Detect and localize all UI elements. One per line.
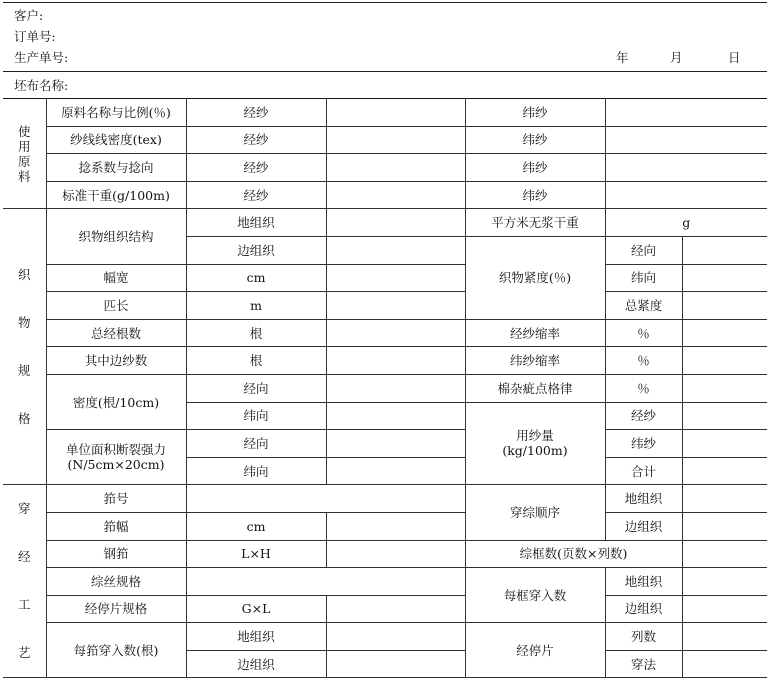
warp-shrink-label: 经纱缩率 (465, 319, 605, 347)
width-unit: cm (186, 264, 326, 292)
table-row (3, 99, 767, 127)
table-row (3, 126, 767, 154)
defect-cell[interactable] (682, 374, 767, 402)
weft-label: 纬纱 (465, 154, 605, 182)
table-row (3, 264, 767, 292)
section-fabric-spec: 织 物 规 格 (3, 209, 46, 485)
density-weft-cell[interactable] (326, 402, 465, 430)
tightness-warp-cell[interactable] (682, 236, 767, 264)
dropper-threading-cell[interactable] (682, 650, 767, 678)
usage-weft-label: 纬纱 (605, 430, 682, 458)
table-row (3, 623, 767, 651)
heald-frames-label: 综框数(页数×列数) (465, 540, 682, 568)
warp-shrink-unit: ％ (605, 319, 682, 347)
length-label: 匹长 (46, 292, 186, 320)
edge-ends-cell[interactable] (326, 347, 465, 375)
top-rule (3, 2, 767, 3)
customer-label: 客户: (14, 8, 44, 23)
date-year: 年 (616, 50, 629, 65)
weft-shrink-unit: ％ (605, 347, 682, 375)
total-ends-unit: 根 (186, 319, 326, 347)
drawing-edge-cell[interactable] (682, 512, 767, 540)
usage-warp-label: 经纱 (605, 402, 682, 430)
density-label: 纱线线密度(tex) (46, 126, 186, 154)
usage-warp-cell[interactable] (682, 402, 767, 430)
dropper-spec-unit: G×L (186, 595, 326, 623)
steel-reed-cell[interactable] (326, 540, 465, 568)
warp-dry-weight-cell[interactable] (326, 181, 465, 209)
dry-weight-label: 标准干重(g/100m) (46, 181, 186, 209)
heald-spec-cell[interactable] (186, 568, 465, 596)
header-rule (3, 71, 767, 72)
table-row (3, 485, 767, 513)
warp-label: 经纱 (186, 126, 326, 154)
table-row (3, 568, 767, 596)
defect-unit: ％ (605, 374, 682, 402)
yarn-usage-label: 用纱量 (kg/100m) (465, 402, 605, 485)
per-dent-edge-label: 边组织 (186, 650, 326, 678)
per-dent-edge-cell[interactable] (326, 650, 465, 678)
table-row (3, 181, 767, 209)
edge-weave-cell[interactable] (326, 236, 465, 264)
reed-no-cell[interactable] (186, 485, 465, 513)
edge-ends-label: 其中边纱数 (46, 347, 186, 375)
drawing-order-label: 穿综顺序 (465, 485, 605, 540)
warp-density-cell[interactable] (326, 126, 465, 154)
dropper-spec-label: 经停片规格 (46, 595, 186, 623)
drawing-edge-label: 边组织 (605, 512, 682, 540)
usage-total-cell[interactable] (682, 457, 767, 485)
per-dent-ground-label: 地组织 (186, 623, 326, 651)
steel-reed-label: 钢筘 (46, 540, 186, 568)
strength-weft-label: 纬向 (186, 457, 326, 485)
warp-label: 经纱 (186, 154, 326, 182)
date-day: 日 (728, 50, 741, 65)
weft-ratio-cell[interactable] (605, 99, 767, 127)
strength-warp-label: 经向 (186, 430, 326, 458)
section-raw-material: 使 用 原 料 (3, 99, 46, 209)
table-row (3, 319, 767, 347)
usage-total-label: 合计 (605, 457, 682, 485)
table-row (3, 595, 767, 623)
fabric-name-label: 坯布名称: (14, 78, 69, 93)
sqm-weight-unit: g (605, 209, 767, 237)
width-label: 幅宽 (46, 264, 186, 292)
density-warp-label: 经向 (186, 374, 326, 402)
length-unit: m (186, 292, 326, 320)
total-ends-label: 总经根数 (46, 319, 186, 347)
per-frame-label: 每框穿入数 (465, 568, 605, 623)
warp-twist-cell[interactable] (326, 154, 465, 182)
density-weft-label: 纬向 (186, 402, 326, 430)
edge-weave-label: 边组织 (186, 236, 326, 264)
reed-width-label: 筘幅 (46, 512, 186, 540)
per-frame-ground-cell[interactable] (682, 568, 767, 596)
per-frame-ground-label: 地组织 (605, 568, 682, 596)
tightness-label: 织物紧度(％) (465, 236, 605, 319)
defect-label: 棉杂疵点格律 (465, 374, 605, 402)
production-number-label: 生产单号: (14, 50, 69, 65)
drawing-ground-cell[interactable] (682, 485, 767, 513)
weft-label: 纬纱 (465, 181, 605, 209)
table-row (3, 154, 767, 182)
strength-weft-cell[interactable] (326, 457, 465, 485)
structure-label: 织物组织结构 (46, 209, 186, 264)
strength-warp-cell[interactable] (326, 430, 465, 458)
weft-density-cell[interactable] (605, 126, 767, 154)
sqm-weight-label: 平方米无浆干重 (465, 209, 605, 237)
total-tightness-cell[interactable] (682, 292, 767, 320)
reed-width-unit: cm (186, 512, 326, 540)
per-frame-edge-label: 边组织 (605, 595, 682, 623)
weft-twist-cell[interactable] (605, 154, 767, 182)
table-row (3, 292, 767, 320)
table-row (3, 540, 767, 568)
dropper-columns-label: 列数 (605, 623, 682, 651)
tightness-warp-label: 经向 (605, 236, 682, 264)
ground-weave-cell[interactable] (326, 209, 465, 237)
ratio-label: 原料名称与比例(％) (46, 99, 186, 127)
dropper-columns-cell[interactable] (682, 623, 767, 651)
strength-label: 单位面积断裂强力 (N/5cm×20cm) (46, 430, 186, 485)
table-row (3, 374, 767, 402)
date-month: 月 (670, 50, 683, 65)
per-dent-ground-cell[interactable] (326, 623, 465, 651)
table-row (3, 512, 767, 540)
spec-table (3, 98, 767, 678)
edge-ends-unit: 根 (186, 347, 326, 375)
per-frame-edge-cell[interactable] (682, 595, 767, 623)
warp-ratio-cell[interactable] (326, 99, 465, 127)
dropper-threading-label: 穿法 (605, 650, 682, 678)
length-cell[interactable] (326, 292, 465, 320)
order-number-label: 订单号: (14, 29, 56, 44)
tightness-weft-label: 纬向 (605, 264, 682, 292)
per-dent-label: 每筘穿入数(根) (46, 623, 186, 678)
table-row (3, 347, 767, 375)
weft-dry-weight-cell[interactable] (605, 181, 767, 209)
drawing-ground-label: 地组织 (605, 485, 682, 513)
warp-shrink-cell[interactable] (682, 319, 767, 347)
tightness-weft-cell[interactable] (682, 264, 767, 292)
dropper-spec-cell[interactable] (326, 595, 465, 623)
twist-label: 捻系数与捻向 (46, 154, 186, 182)
ground-weave-label: 地组织 (186, 209, 326, 237)
density-warp-cell[interactable] (326, 374, 465, 402)
warp-label: 经纱 (186, 99, 326, 127)
reed-width-cell[interactable] (326, 512, 465, 540)
dropper-label: 经停片 (465, 623, 605, 678)
table-row (3, 209, 767, 237)
weft-label: 纬纱 (465, 99, 605, 127)
reed-no-label: 筘号 (46, 485, 186, 513)
total-ends-cell[interactable] (326, 319, 465, 347)
density-label: 密度(根/10cm) (46, 374, 186, 429)
steel-reed-unit: L×H (186, 540, 326, 568)
total-tightness-label: 总紧度 (605, 292, 682, 320)
section-warping: 穿 经 工 艺 (3, 485, 46, 678)
weft-shrink-cell[interactable] (682, 347, 767, 375)
weft-shrink-label: 纬纱缩率 (465, 347, 605, 375)
weft-label: 纬纱 (465, 126, 605, 154)
heald-frames-cell[interactable] (682, 540, 767, 568)
table-row (3, 430, 767, 458)
width-cell[interactable] (326, 264, 465, 292)
usage-weft-cell[interactable] (682, 430, 767, 458)
heald-spec-label: 综丝规格 (46, 568, 186, 596)
warp-label: 经纱 (186, 181, 326, 209)
